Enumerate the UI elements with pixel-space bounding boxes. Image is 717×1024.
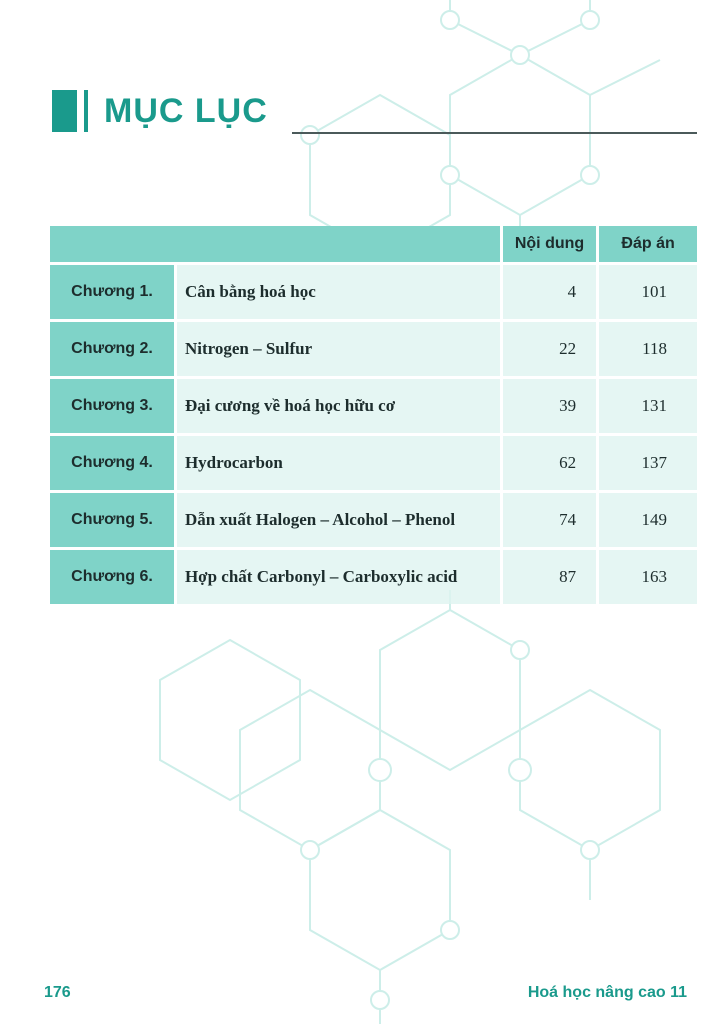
header-underline: [292, 132, 697, 134]
table-row[interactable]: [50, 262, 697, 319]
header-cell-answer: Đáp án: [596, 226, 697, 262]
answer-page: 149: [596, 490, 697, 547]
chapter-label: Chương 6.: [50, 547, 177, 604]
chapter-label: Chương 1.: [50, 262, 177, 319]
chapter-label: Chương 3.: [50, 376, 177, 433]
header-accent-bar: [84, 90, 88, 132]
chapter-label: Chương 2.: [50, 319, 177, 376]
chapter-title: Hydrocarbon: [177, 433, 500, 490]
page-number: 176: [44, 984, 71, 1001]
content-page: 62: [500, 433, 596, 490]
chapter-label: Chương 5.: [50, 490, 177, 547]
content-page: 87: [500, 547, 596, 604]
table-row[interactable]: [50, 433, 697, 490]
content-page: 4: [500, 262, 596, 319]
chapter-title: Nitrogen – Sulfur: [177, 319, 500, 376]
book-title: Hoá học nâng cao 11: [527, 984, 687, 1001]
chapter-title: Dẫn xuất Halogen – Alcohol – Phenol: [177, 490, 500, 547]
answer-page: 101: [596, 262, 697, 319]
content-page: 74: [500, 490, 596, 547]
page-header: [52, 90, 702, 140]
chapter-title: Hợp chất Carbonyl – Carboxylic acid: [177, 547, 500, 604]
answer-page: 131: [596, 376, 697, 433]
table-row[interactable]: [50, 376, 697, 433]
table-row[interactable]: [50, 490, 697, 547]
answer-page: 163: [596, 547, 697, 604]
chapter-title: Đại cương về hoá học hữu cơ: [177, 376, 500, 433]
table-of-contents: [50, 226, 697, 604]
table-row[interactable]: [50, 547, 697, 604]
answer-page: 137: [596, 433, 697, 490]
table-header-row: [50, 226, 697, 262]
content-page: 39: [500, 376, 596, 433]
chapter-title: Cân bằng hoá học: [177, 262, 500, 319]
header-accent-block: [52, 90, 77, 132]
table-row[interactable]: [50, 319, 697, 376]
answer-page: 118: [596, 319, 697, 376]
content-page: 22: [500, 319, 596, 376]
chapter-label: Chương 4.: [50, 433, 177, 490]
header-cell-blank: [50, 226, 500, 262]
page-title: MỤC LỤC: [104, 92, 268, 130]
header-cell-content: Nội dung: [500, 226, 596, 262]
